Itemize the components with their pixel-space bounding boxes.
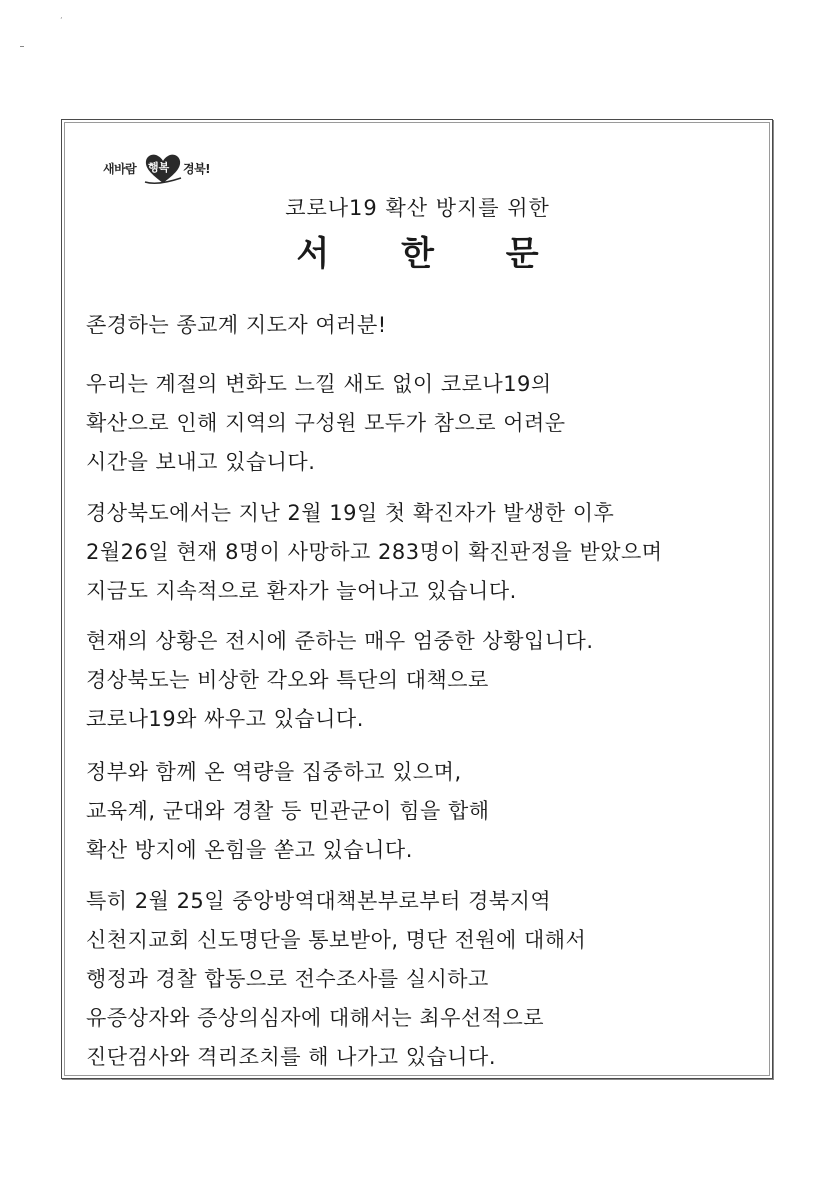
paragraph-line: 경상북도에서는 지난 2월 19일 첫 확진자가 발생한 이후: [86, 501, 615, 525]
paragraph-line: 신천지교회 신도명단을 통보받아, 명단 전원에 대해서: [86, 928, 587, 952]
logo-text-right: 경북!: [183, 162, 211, 176]
paragraph-line: 확산 방지에 온힘을 쏟고 있습니다.: [86, 838, 413, 862]
document-title: 서 한 문: [296, 234, 569, 274]
paragraph-line: 2월26일 현재 8명이 사망하고 283명이 확진판정을 받았으며: [86, 540, 663, 564]
paragraph-5: [86, 882, 766, 1077]
paragraph-line: 우리는 계절의 변화도 느낄 새도 없이 코로나19의: [86, 372, 552, 396]
paragraph-line: 경상북도는 비상한 각오와 특단의 대책으로: [86, 668, 489, 692]
document-subtitle: 코로나19 확산 방지를 위한: [285, 196, 550, 220]
paragraph-2: [86, 494, 766, 611]
gyeongbuk-logo: [103, 150, 223, 194]
greeting: 존경하는 종교계 지도자 여러분!: [86, 313, 387, 337]
paragraph-1: [86, 365, 766, 482]
logo-text-left: 새바람: [103, 162, 137, 176]
paragraph-line: 행정과 경찰 합동으로 전수조사를 실시하고: [86, 967, 489, 991]
paragraph-4: [86, 753, 766, 870]
paragraph-line: 확산으로 인해 지역의 구성원 모두가 참으로 어려운: [86, 411, 566, 435]
paragraph-line: 지금도 지속적으로 환자가 늘어나고 있습니다.: [86, 579, 517, 603]
paragraph-3: [86, 622, 766, 739]
paragraph-line: 교육계, 군대와 경찰 등 민관군이 힘을 합해: [86, 799, 490, 823]
paragraph-line: 진단검사와 격리조치를 해 나가고 있습니다.: [86, 1045, 497, 1069]
logo-text-heart: 행복: [148, 161, 170, 174]
paragraph-line: 정부와 함께 온 역량을 집중하고 있으며,: [86, 760, 462, 784]
paragraph-line: 유증상자와 증상의심자에 대해서는 최우선적으로: [86, 1006, 545, 1030]
paragraph-line: 시간을 보내고 있습니다.: [86, 450, 316, 474]
paragraph-line: 특히 2월 25일 중앙방역대책본부로부터 경북지역: [86, 889, 552, 913]
scan-mark: [20, 46, 24, 47]
paragraph-line: 코로나19와 싸우고 있습니다.: [86, 707, 364, 731]
scan-mark: ʼ: [60, 16, 63, 25]
paragraph-line: 현재의 상황은 전시에 준하는 매우 엄중한 상황입니다.: [86, 629, 594, 653]
